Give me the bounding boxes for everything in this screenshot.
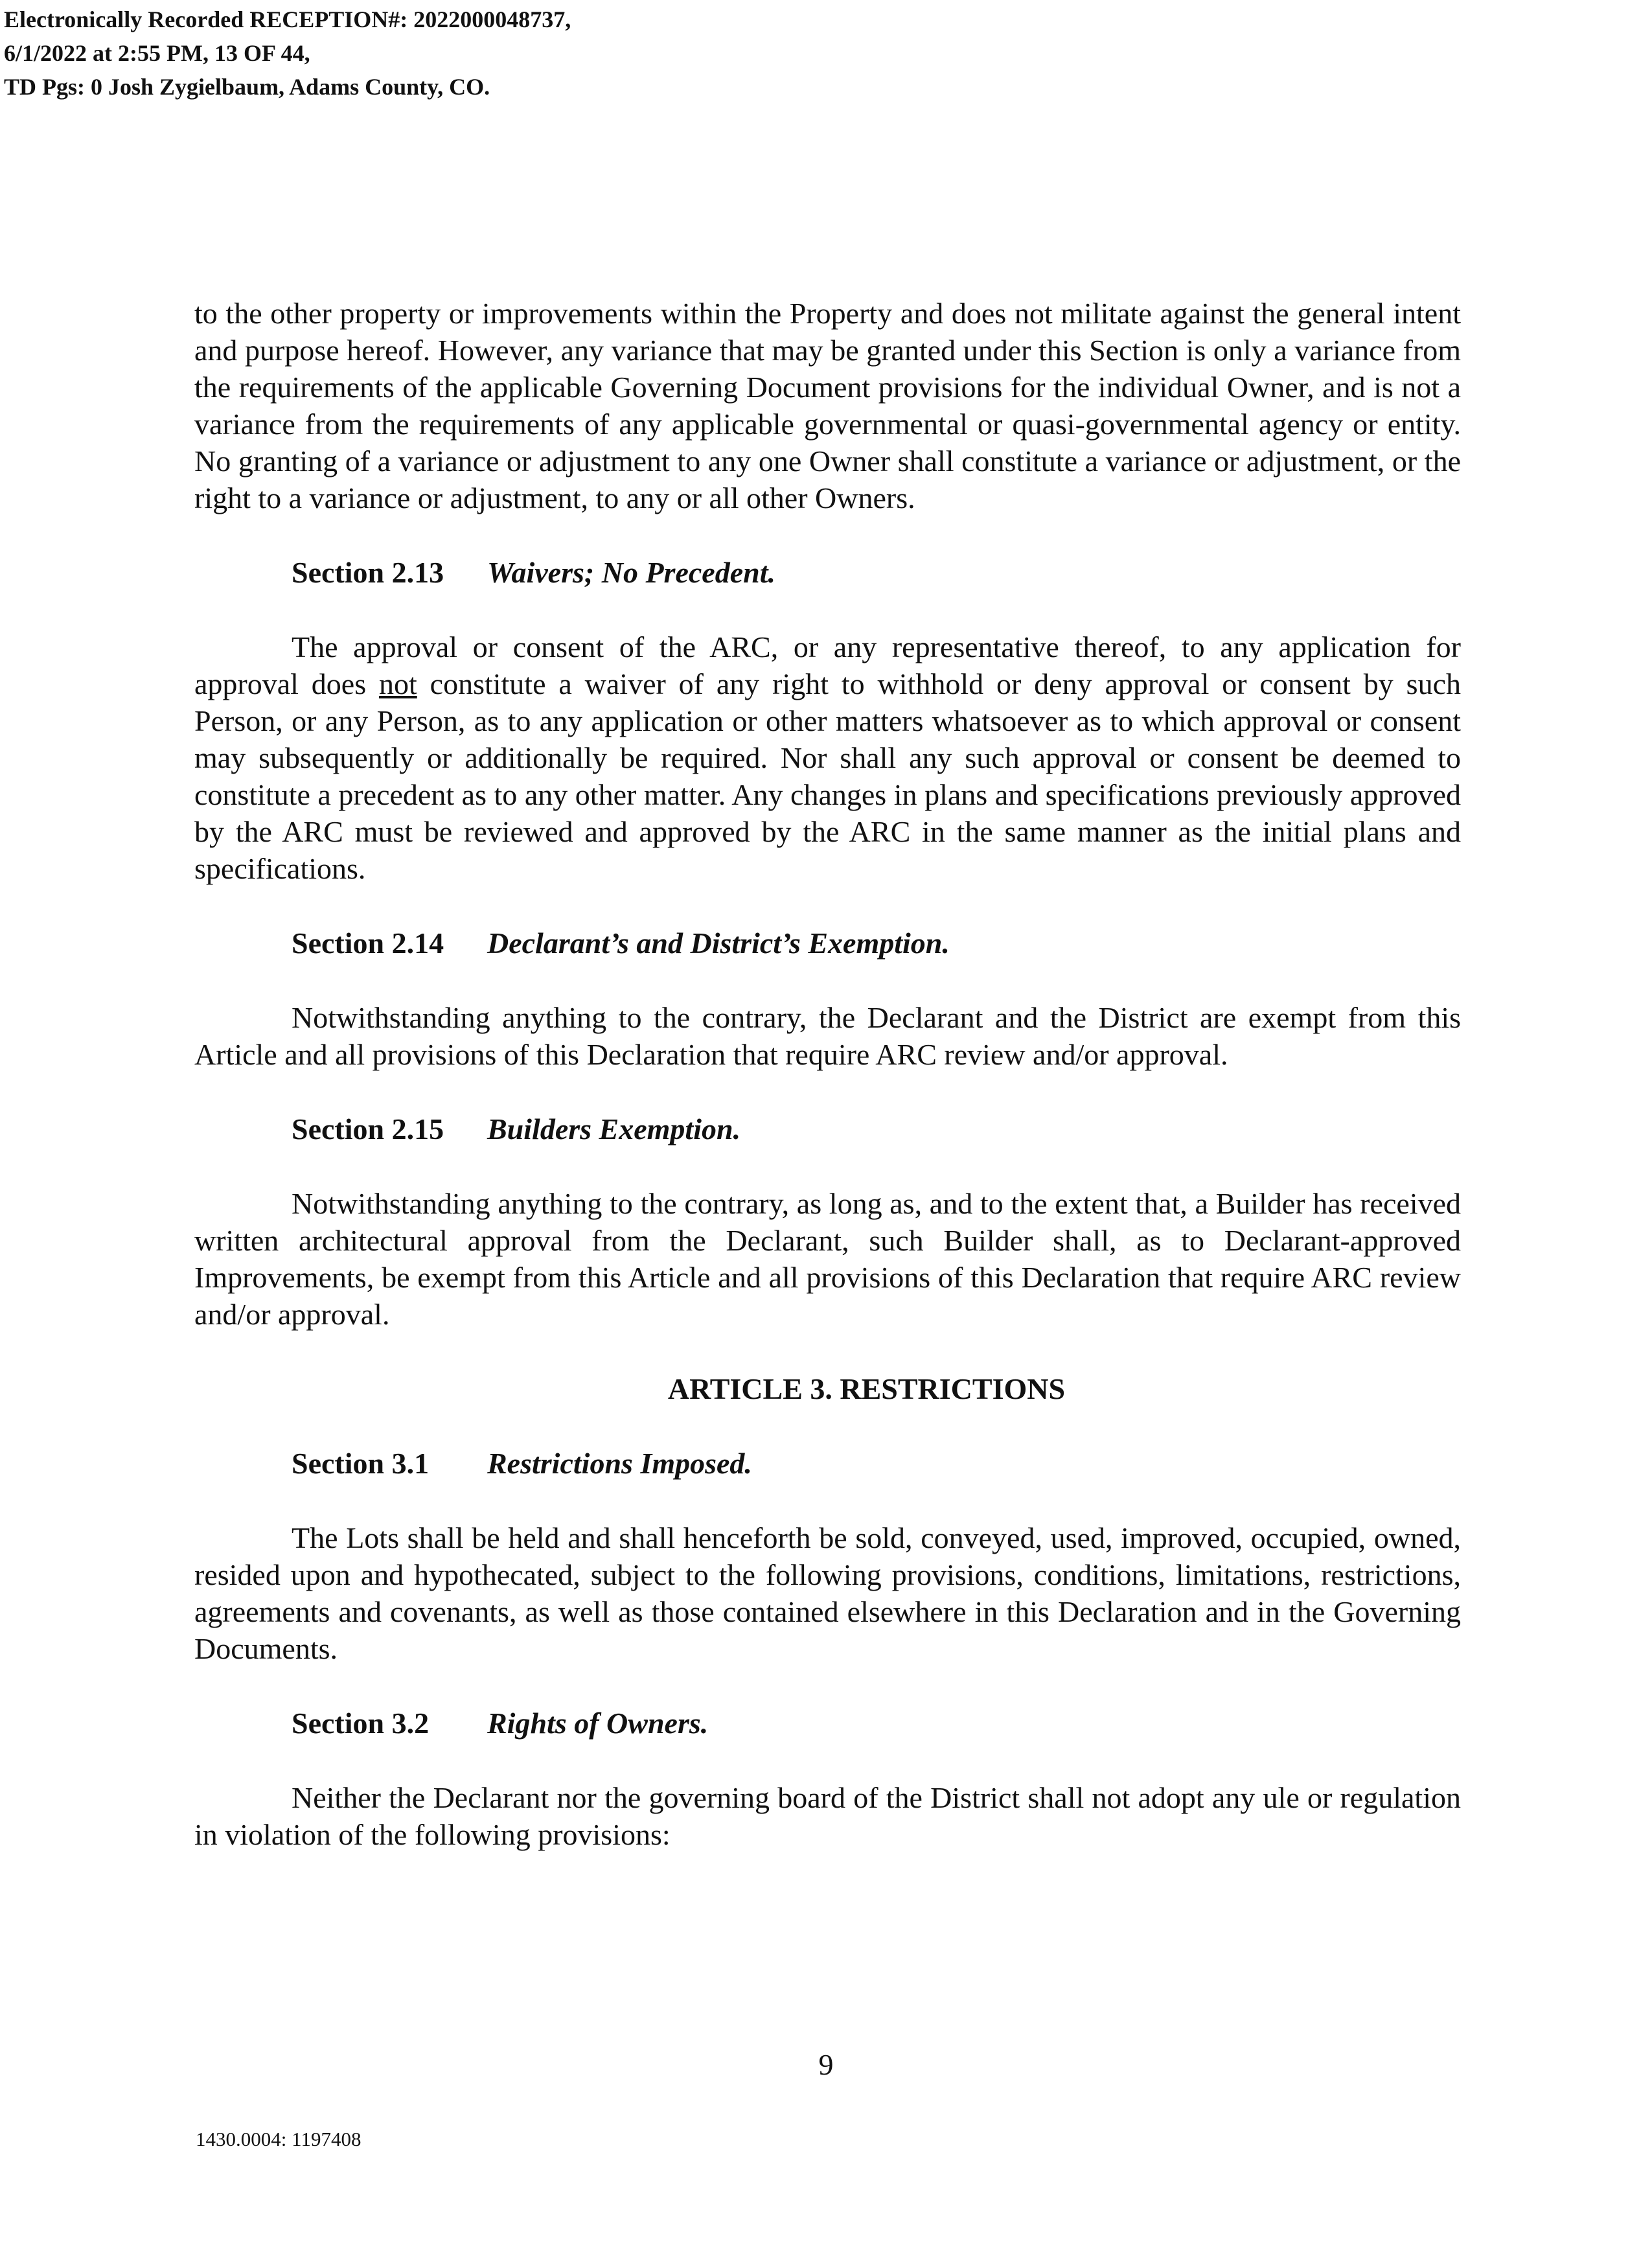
section-number: Section 3.1 bbox=[292, 1447, 430, 1480]
stamp-line-3: TD Pgs: 0 Josh Zygielbaum, Adams County, CO. bbox=[4, 74, 490, 100]
section-2-15-paragraph: Notwithstanding anything to the contrary, as long as, and to the extent that, a Builder has received written architectural approval from the Declarant, such Builder shall, as to Declarant-approved Improvements, be exempt from this Article and all provisions of this Declaration that require ARC review and/or approval. bbox=[194, 1187, 1461, 1331]
section-title: Waivers; No Precedent. bbox=[487, 556, 775, 589]
section-heading-2-14 bbox=[194, 925, 1461, 961]
section-heading-2-15 bbox=[194, 1111, 1461, 1147]
recording-stamp bbox=[4, 3, 571, 104]
document-body bbox=[194, 295, 1461, 1853]
section-title: Declarant’s and District’s Exemption. bbox=[487, 927, 950, 960]
stamp-line-2: 6/1/2022 at 2:55 PM, 13 OF 44, bbox=[4, 40, 310, 66]
section-3-2-paragraph: Neither the Declarant nor the governing board of the District shall not adopt any ule or regulation in violation of the following provisions: bbox=[194, 1781, 1461, 1851]
continuation-paragraph: to the other property or improvements within the Property and does not militate against the general intent and purpose hereof. However, any variance that may be granted under this Section is only a variance from the requirements of the applicable Governing Document provisions for the individual Owner, and is not a variance from the requirements of any applicable governmental or quasi-governmental agency or entity. No granting of a variance or adjustment to any one Owner shall constitute a variance or adjustment, or the right to a variance or adjustment, to any or all other Owners. bbox=[194, 297, 1461, 514]
section-number: Section 2.14 bbox=[292, 927, 444, 960]
underlined-word: not bbox=[379, 667, 417, 700]
section-heading-3-2 bbox=[194, 1705, 1461, 1742]
stamp-line-1: Electronically Recorded RECEPTION#: 2022000048737, bbox=[4, 6, 571, 32]
section-2-13-paragraph: The approval or consent of the ARC, or any representative thereof, to any application for approval does not constitute a waiver of any right to withhold or deny approval or consent by such Person, or any Person, as to any application or other matters whatsoever as to which approval or consent may subsequently or additionally be required. Nor shall any such approval or consent be deemed to constitute a precedent as to any other matter. Any changes in plans and specifications previously approved by the ARC must be reviewed and approved by the ARC in the same manner as the initial plans and specifications. bbox=[194, 630, 1461, 885]
page-number: 9 bbox=[818, 2048, 834, 2081]
section-title: Rights of Owners. bbox=[487, 1707, 709, 1740]
section-3-1-paragraph: The Lots shall be held and shall henceforth be sold, conveyed, used, improved, occupied, owned, resided upon and hypothecated, subject to the following provisions, conditions, limitations, restrictions, agreements and covenants, as well as those contained elsewhere in this Declaration and in the Governing Documents. bbox=[194, 1521, 1461, 1665]
article-heading: ARTICLE 3. RESTRICTIONS bbox=[667, 1372, 1066, 1405]
section-heading-2-13 bbox=[194, 554, 1461, 591]
section-heading-3-1 bbox=[194, 1445, 1461, 1482]
document-id: 1430.0004: 1197408 bbox=[196, 2128, 361, 2150]
section-title: Builders Exemption. bbox=[487, 1112, 741, 1146]
section-number: Section 3.2 bbox=[292, 1707, 430, 1740]
section-title: Restrictions Imposed. bbox=[487, 1447, 752, 1480]
section-2-14-paragraph: Notwithstanding anything to the contrary, the Declarant and the District are exempt from this Article and all provisions of this Declaration that require ARC review and/or approval. bbox=[194, 1001, 1461, 1071]
section-number: Section 2.15 bbox=[292, 1112, 444, 1146]
section-number: Section 2.13 bbox=[292, 556, 444, 589]
